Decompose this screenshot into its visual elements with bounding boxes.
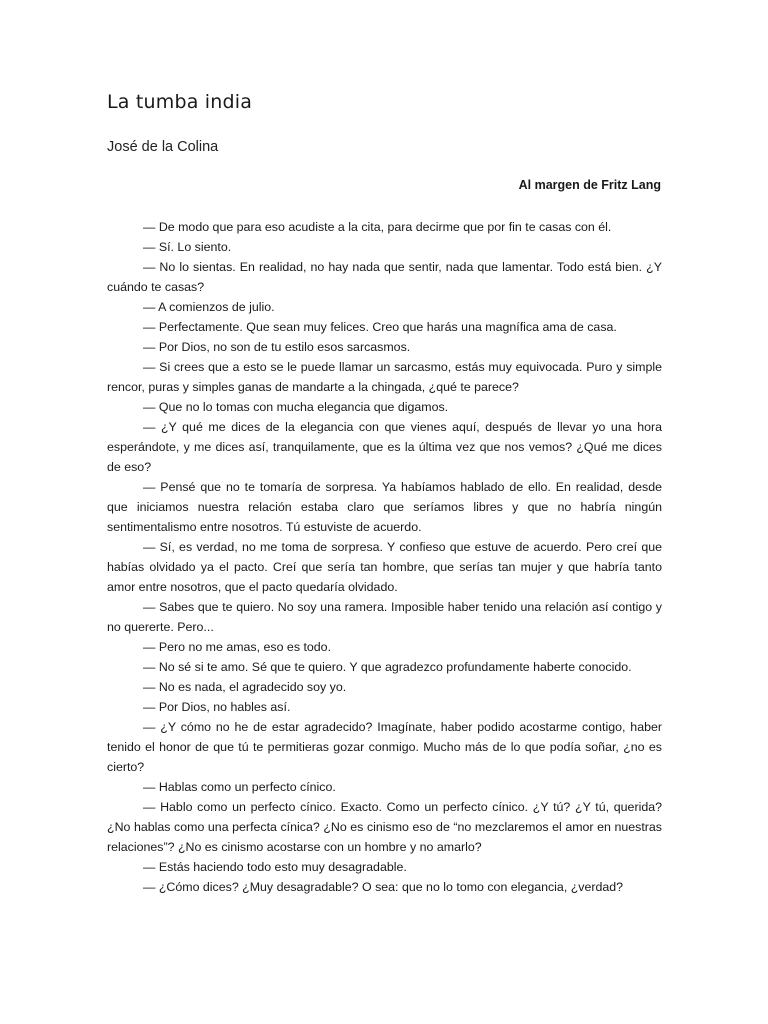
dialogue-paragraph: — Por Dios, no son de tu estilo esos sarcasmos. [143,340,411,354]
dialogue-paragraph: — Que no lo tomas con mucha elegancia que digamos. [143,400,449,414]
dialogue-paragraph: — Si crees que a esto se le puede llamar un sarcasmo, estás muy equivocada. Puro y simple rencor, puras y simples ganas de mandarte a la chingada, ¿qué te parece? [107,360,662,394]
epigraph: Al margen de Fritz Lang [518,178,661,192]
dialogue-paragraph: — ¿Y qué me dices de la elegancia con que vienes aquí, después de llevar yo una hora esperándote, y me dices así, tranquilamente, que es la última vez que nos vemos? ¿Qué me dices de eso? [107,420,662,474]
page-title: La tumba india [107,91,253,113]
dialogue-paragraph: — Hablo como un perfecto cínico. Exacto. Como un perfecto cínico. ¿Y tú? ¿Y tú, querida? ¿No hablas como una perfecta cínica? ¿No es cinismo eso de “no mezclaremos el amor en nuestras relaciones”? ¿No es cinismo acostarse con un hombre y no amarlo? [107,800,662,854]
dialogue-paragraph: — ¿Y cómo no he de estar agradecido? Imagínate, haber podido acostarme contigo, haber tenido el honor de que tú te permitieras gozar conmigo. Mucho más de lo que podía soñar, ¿no es cierto? [107,720,662,774]
dialogue-paragraph: — Sí. Lo siento. [143,240,232,254]
dialogue-paragraph: — ¿Cómo dices? ¿Muy desagradable? O sea: que no lo tomo con elegancia, ¿verdad? [143,880,624,894]
document-body [107,217,662,897]
dialogue-paragraph: — No es nada, el agradecido soy yo. [143,680,347,694]
dialogue-paragraph: — No lo sientas. En realidad, no hay nada que sentir, nada que lamentar. Todo está bien. ¿Y cuándo te casas? [107,260,662,294]
dialogue-paragraph: — De modo que para eso acudiste a la cita, para decirme que por fin te casas con él. [143,220,612,234]
dialogue-paragraph: — Pero no me amas, eso es todo. [143,640,332,654]
dialogue-paragraph: — No sé si te amo. Sé que te quiero. Y que agradezco profundamente haberte conocido. [143,660,632,674]
dialogue-paragraph: — Perfectamente. Que sean muy felices. Creo que harás una magnífica ama de casa. [143,320,617,334]
dialogue-paragraph: — Hablas como un perfecto cínico. [143,780,336,794]
author-name: José de la Colina [107,139,219,155]
dialogue-paragraph: — Pensé que no te tomaría de sorpresa. Ya habíamos hablado de ello. En realidad, desde que iniciamos nuestra relación estaba claro que seríamos libres y que no habría ningún sentimentalismo entre nosotros. Tú estuviste de acuerdo. [107,480,662,534]
dialogue-paragraph: — Sí, es verdad, no me toma de sorpresa. Y confieso que estuve de acuerdo. Pero creí que habías olvidado ya el pacto. Creí que sería tan hombre, que serías tan mujer y que habría tanto amor entre nosotros, que el pacto quedaría olvidado. [107,540,662,594]
dialogue-paragraph: — Sabes que te quiero. No soy una ramera. Imposible haber tenido una relación así contigo y no quererte. Pero... [107,600,662,634]
dialogue-paragraph: — A comienzos de julio. [143,300,275,314]
dialogue-paragraph: — Por Dios, no hables así. [143,700,291,714]
dialogue-paragraph: — Estás haciendo todo esto muy desagradable. [143,860,407,874]
